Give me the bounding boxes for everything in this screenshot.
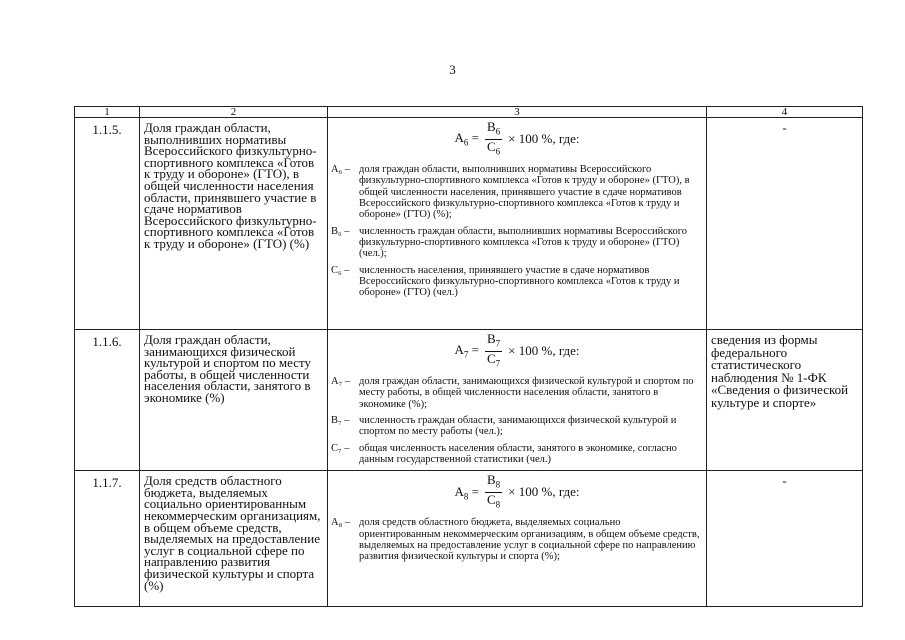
formula: $А_8$ = $\frac{В_8}{С_8}$ × 100 %, где: [454, 472, 580, 510]
formula-tail: × 100 %, где: [508, 343, 580, 359]
formula-fraction: $\frac{В_8}{С_8}$ [486, 472, 501, 510]
table-row [75, 330, 863, 471]
formula: $А_7$ = $\frac{В_7}{С_7}$ × 100 %, где: [454, 331, 580, 369]
definition-item: А₆ – доля граждан области, выполнивших нормативы Всероссийского физкультурно-спортивного комплекса «Готов к труду и обороне» (ГТО), в общей численности населения, принявшего участие в сдаче нормативов Всероссийского физкультурно-спортивного комплекса «Готов к труду и обороне» (ГТО) (%); [331, 164, 690, 221]
formula-tail: × 100 %, где: [508, 131, 580, 147]
formula-tail: × 100 %, где: [508, 484, 580, 500]
definition-item: С₇ – общая численность населения области, занятого в экономике, согласно данным государственной статистики (чел.) [331, 442, 677, 465]
formula-fraction: $\frac{В_7}{С_7}$ [486, 331, 501, 369]
page-number: 3 [449, 62, 456, 77]
calculation-method [328, 471, 707, 607]
indicator-name: Доля средств областного бюджета, выделяемых социально ориентированным некоммерческим организациям, в общем объеме средств, выделяемых на предоставление услуг в социальной сфере по направлению развития физической культуры и спорта (%) [140, 471, 328, 607]
formula-lhs: А [454, 130, 464, 146]
indicator-name: Доля граждан области, занимающихся физической культурой и спортом по месту работы, в общей численности населения области, занятого в экономике (%) [140, 330, 328, 471]
formula-fraction: $\frac{В_6}{С_6}$ [486, 119, 501, 157]
data-source: сведения из формы федерального статистического наблюдения № 1-ФК «Сведения о физической культуре и спорте» [707, 330, 863, 471]
indicators-table [74, 106, 863, 607]
formula: $А_6$ = $\frac{В_6}{С_6}$ × 100 %, где: [454, 119, 580, 157]
table-row [75, 118, 863, 330]
data-source: - [707, 471, 863, 607]
row-number: 1.1.6. [75, 330, 140, 471]
calculation-method [328, 118, 707, 330]
header-col-1: 1 [75, 107, 140, 118]
definition-item: В₆ – численность граждан области, выполнивших нормативы Всероссийского физкультурно-спортивного комплекса «Готов к труду и обороне» (ГТО) (чел.); [331, 225, 688, 260]
indicator-name: Доля граждан области, выполнивших нормативы Всероссийского физкультурно-спортивного комплекса «Готов к труду и обороне» (ГТО), в общей численности населения области, принявшего участие в сдаче нормативов Всероссийского физкультурно-спортивного комплекса «Готов к труду и обороне» (ГТО) (%) [140, 118, 328, 330]
header-col-2: 2 [140, 107, 328, 118]
calculation-method [328, 330, 707, 471]
definition-item: А₈ – доля средств областного бюджета, выделяемых социально ориентированным некоммерческим организациям, в общем объеме средств, выделяемых на предоставление услуг в социальной сфере по направлению развития физической культуры и спорта (%); [331, 517, 700, 563]
definition-item: С₆ – численность населения, принявшего участие в сдаче нормативов Всероссийского физкультурно-спортивного комплекса «Готов к труду и обороне» (ГТО) (чел.) [331, 264, 680, 299]
header-col-4: 4 [707, 107, 863, 118]
table-row [75, 471, 863, 607]
table-header-row [75, 107, 863, 118]
row-number: 1.1.7. [75, 471, 140, 607]
row-number: 1.1.5. [75, 118, 140, 330]
definition-item: А₇ – доля граждан области, занимающихся физической культурой и спортом по месту работы, в общей численности населения области, занятого в экономике (%); [331, 376, 694, 410]
data-source: - [707, 118, 863, 330]
header-col-3: 3 [328, 107, 707, 118]
definition-item: В₇ – численность граждан области, занимающихся физической культурой и спортом по месту работы (чел.); [331, 415, 677, 438]
